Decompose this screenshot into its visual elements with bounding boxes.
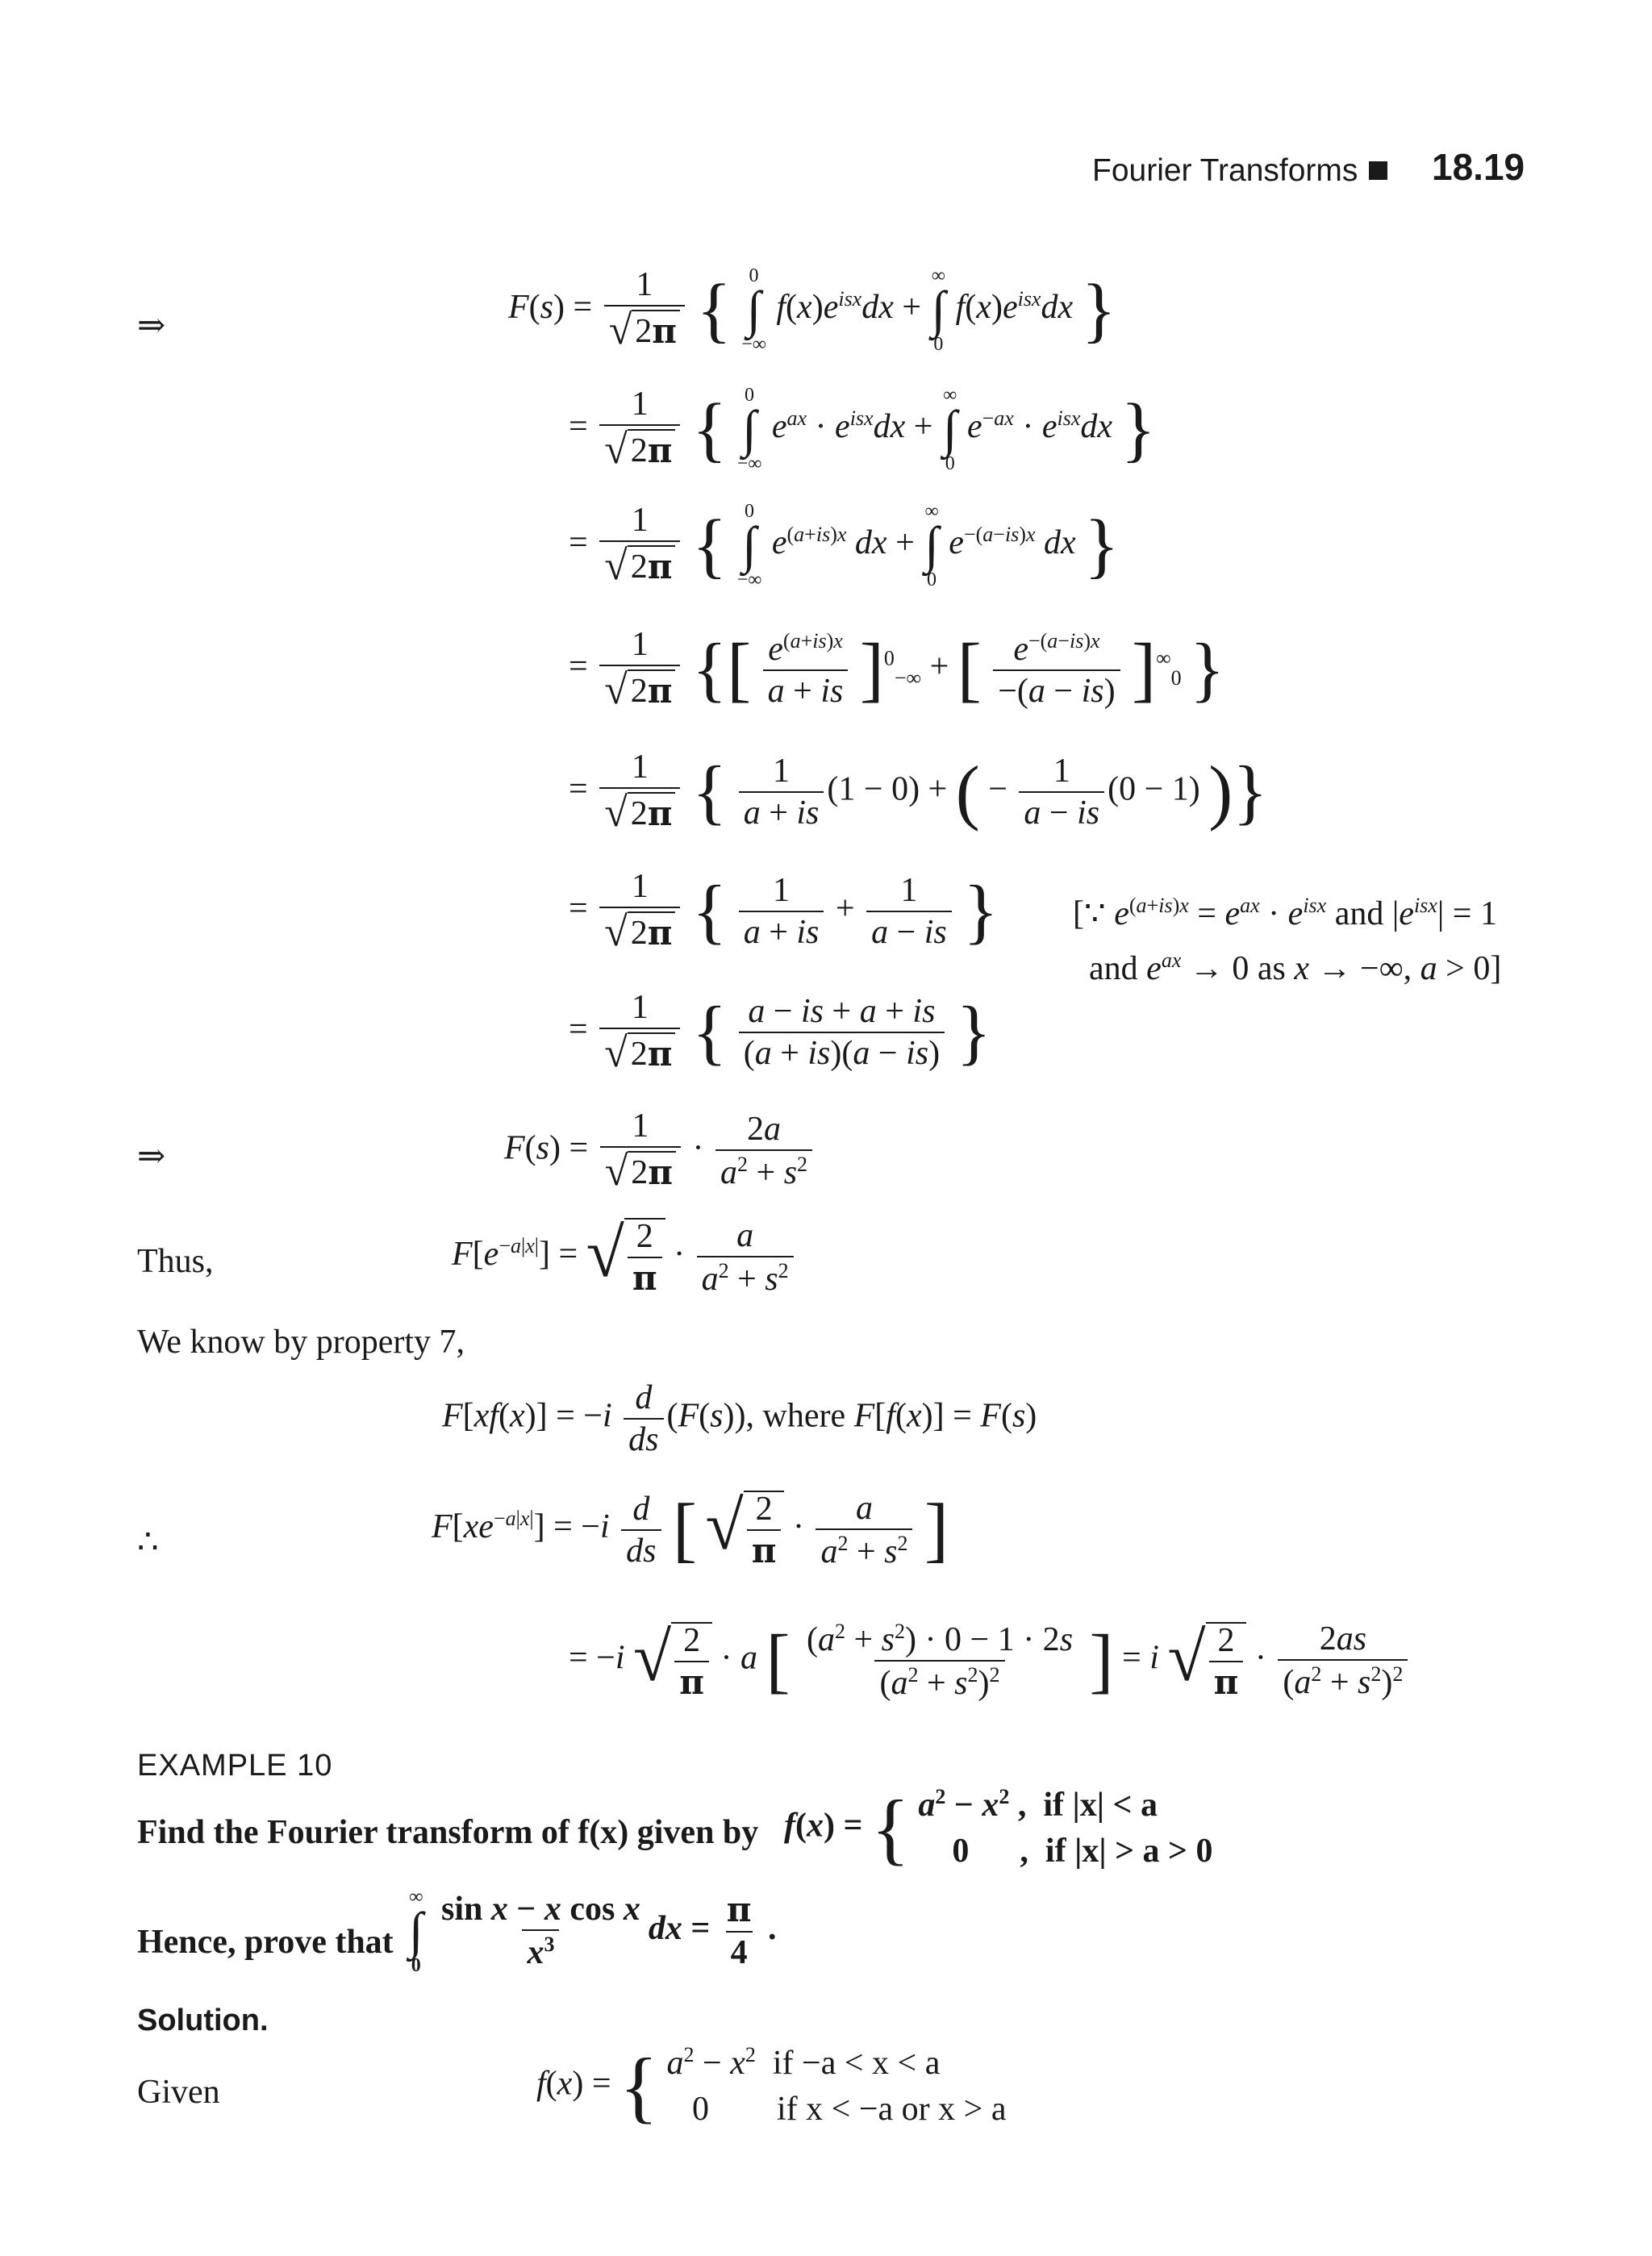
case-if-lt: if |x| < a [1043, 1787, 1158, 1824]
thus-label: Thus, [137, 1243, 214, 1280]
where-text: where [762, 1397, 846, 1435]
equation-step-5: = 1 √ 2 π { $\frac{1}{a + is}$ (1 − 0) + ( − $\frac{1}{a - is}$ (0 − 1) )} [569, 749, 1268, 836]
equation-step-2: = 1 √ 2 π { 0 ∫ −∞ $e^{ax} \cdot e^{isx}dx$ + ∞ ∫ 0 $e^{-ax} \cdot e^{isx}dx$ } [569, 385, 1156, 474]
equation-derivative-step: $F[xe^{-a|x|}] = -i$ $\frac{d}{ds}$ [ √ $\frac{2}{\pi}$ · $\frac{a}{a^2 + s^2}$ ] [432, 1487, 949, 1570]
implies-symbol: ⇒ [137, 307, 166, 344]
given-label: Given [137, 2074, 220, 2111]
implies-symbol-2: ⇒ [137, 1138, 166, 1175]
equation-step-6: = 1 √ 2 π { $\frac{1}{a + is}$ + $\frac{1}{a - is}$ } [569, 868, 999, 955]
equation-final-step: = −i √ $\frac{2}{\pi}$ · a [ $\frac{(a^2 + s^2) \cdot 0 - 1 \cdot 2s}{(a^2 + s^2)^2}$ ] = i √ $\frac{2}{\pi}$ · $\frac{2as}{(a^2 + s^2)^2}$ [569, 1621, 1411, 1700]
equation-step-3: = 1 √ 2 π { 0 ∫ −∞ $e^{(a+is)x}$ dx + ∞ ∫ 0 $e^{-(a-is)x}$ dx } [569, 501, 1120, 590]
equation-property-7: F[xf(x)] = −i $\frac{d}{ds}$ (F(s)), where F[f(x)] = F(s) [442, 1379, 1037, 1458]
question-line-2: Hence, prove that [137, 1924, 394, 1961]
page-number: 18.19 [1432, 146, 1525, 188]
given-case-2: if x < −a or x > a [777, 2090, 1007, 2128]
question-integral: ∞ ∫ 0 $\frac{\text{sin x − x cos x}}{x^3}$ dx = $\frac{\pi}{4}$ . [409, 1887, 777, 1976]
given-piecewise-function: f(x) = { $a^2 - x^2$ if −a < x < a 0 if x < −a or x > a [536, 2041, 1007, 2131]
equation-step-4: = 1 √ 2 π {[ $\frac{e^{(a+is)x}}{a + is}$ ]$^0_{-\infty}$ + [ $\frac{e^{-(a-is)x}}{-(a - is)}$ ]$^\infty_0$ } [569, 626, 1225, 713]
question-piecewise-function: f(x) = { $a^2 - x^2$ , if |x| < a 0 , if |x| > a > 0 [784, 1783, 1213, 1873]
therefore-symbol: ∴ [137, 1524, 159, 1561]
question-line-1: Find the Fourier transform of f(x) given by [137, 1814, 759, 1851]
running-header-title: Fourier Transforms [1092, 153, 1358, 188]
side-note-line-2: and $e^{ax} \to 0$ as x → −∞, a > 0] [1089, 949, 1502, 987]
equation-fs-definition: F(s) = 1 √ 2 π { 0 ∫ −∞ $f(x)e^{isx}dx$ + ∞ ∫ 0 $f(x)e^{isx}dx$ } [508, 265, 1116, 355]
given-case-1: if −a < x < a [772, 2045, 941, 2082]
equation-transform-result: $F[e^{-a|x|}]$ = √ $\frac{2}{\pi}$ · $\frac{a}{a^2 + s^2}$ [452, 1218, 797, 1296]
equation-step-7: = 1 √ 2 π { $\frac{a - is + a + is}{(a + is)(a - is)}$ } [569, 989, 991, 1076]
side-note-and-2: and [1089, 950, 1138, 987]
property-line: We know by property 7, [137, 1324, 465, 1361]
case-if-gt: if |x| > a > 0 [1045, 1832, 1213, 1870]
example-label: EXAMPLE 10 [137, 1749, 333, 1783]
side-note-and: and [1334, 895, 1384, 932]
solution-label: Solution. [137, 2004, 269, 2037]
header-square-icon [1369, 161, 1387, 180]
side-note-line-1: [∵ $e^{(a+is)x} = e^{ax} \cdot e^{isx}$ and $|e^{isx}| = 1$ [1073, 894, 1497, 932]
equation-fs-result: F(s) = 1 √ 2 π · $\frac{2a}{a^2 + s^2}$ [504, 1109, 816, 1193]
